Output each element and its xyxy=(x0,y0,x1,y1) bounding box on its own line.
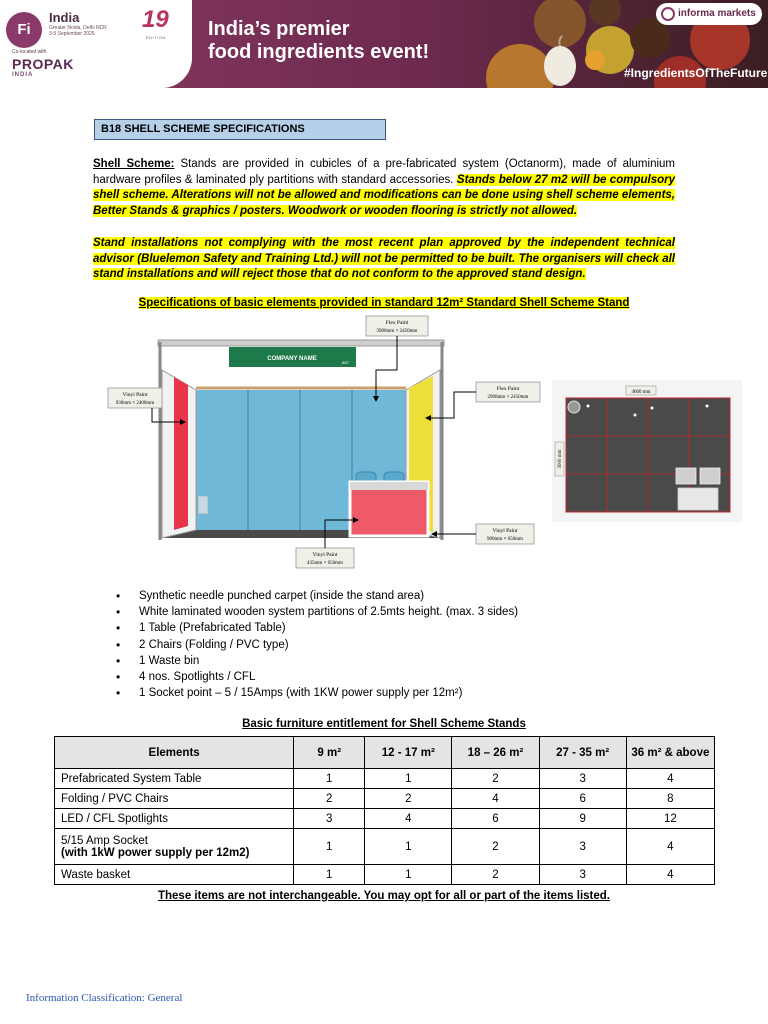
list-item: • 1 Waste bin xyxy=(116,653,518,669)
fascia-stand-number: A57 xyxy=(341,360,349,365)
plan-spotlight xyxy=(651,407,654,410)
table-header: 36 m² & above xyxy=(626,737,714,769)
svg-text:Vinyl Paint: Vinyl Paint xyxy=(312,552,338,558)
table-cell: 3 xyxy=(539,769,626,789)
table-row xyxy=(55,809,715,829)
table-row xyxy=(55,769,715,789)
interchangeable-note: These items are not interchangeable. You may opt for all or part of the items listed. xyxy=(157,890,610,902)
list-item: • 2 Chairs (Folding / PVC type) xyxy=(116,637,518,653)
event-name: India xyxy=(49,10,80,25)
table-cell: 6 xyxy=(452,809,539,829)
table-cell: 8 xyxy=(626,789,714,809)
informa-logo xyxy=(656,3,762,25)
event-banner xyxy=(0,0,768,88)
shell-scheme-label: Shell Scheme: xyxy=(93,158,175,170)
compliance-text: Stand installations not complying with the most recent plan approved by the independent technical advisor (Bluelemon Safety and Training Ltd.) will not be permitted to be built. The organisers will check all stand installations and will reject those that do not conform to the approved stand design. xyxy=(93,237,675,281)
shell-scheme-highlight: Stands below 27 m2 will be compulsory shell scheme. Alterations will not be allowed and modifications can be done using shell scheme elements, Better Stands & graphics / posters. Woodwork or wooden flooring is strictly not allowed. xyxy=(93,173,675,217)
banner-headline xyxy=(208,18,488,64)
row-label-sub: (with 1kW power supply per 12m2) xyxy=(61,846,250,859)
stand-waste-bin xyxy=(198,496,208,514)
table-cell: 9 xyxy=(539,809,626,829)
event-logo-panel xyxy=(0,0,192,88)
propak-logo: PROPAK xyxy=(12,56,74,72)
table-cell: 1 xyxy=(294,865,365,885)
table-cell: 1 xyxy=(294,769,365,789)
plan-chair xyxy=(700,468,720,484)
compliance-paragraph xyxy=(93,236,675,283)
event-dates: 3-5 September 2025 xyxy=(49,31,95,37)
table-cell: 3 xyxy=(539,829,626,865)
plan-spotlight xyxy=(706,405,709,408)
svg-text:930mm × 2400mm: 930mm × 2400mm xyxy=(115,401,155,406)
table-header: 27 - 35 m² xyxy=(539,737,626,769)
fascia-company-name: COMPANY NAME xyxy=(267,356,317,362)
svg-text:Flex Paint: Flex Paint xyxy=(385,320,409,326)
stand-counter xyxy=(350,482,428,536)
plan-chair xyxy=(676,468,696,484)
table-cell: 2 xyxy=(452,769,539,789)
table-cell: 6 xyxy=(539,789,626,809)
row-label-main: 5/15 Amp Socket xyxy=(61,834,148,847)
table-row xyxy=(55,829,715,865)
shell-stand-illustration xyxy=(78,314,552,570)
table-header-row xyxy=(55,737,715,769)
informa-logo-text: informa markets xyxy=(678,8,756,19)
table-cell: 12 xyxy=(626,809,714,829)
shell-scheme-paragraph xyxy=(93,157,675,219)
stand-floor-plan xyxy=(552,380,742,522)
shell-scheme-text: Stands are provided in cubicles of a pre-fabricated system (Octanorm), made of aluminium hardware profiles & laminated ply partitions with standard accessories. xyxy=(93,158,675,186)
spec-title-text: Specifications of basic elements provided in standard 12m² Standard Shell Scheme Stand xyxy=(138,297,630,309)
plan-spotlight xyxy=(634,414,637,417)
table-cell: 1 xyxy=(365,769,452,789)
svg-text:900mm × 650mm: 900mm × 650mm xyxy=(487,537,523,542)
furniture-table-title: Basic furniture entitlement for Shell Scheme Stands xyxy=(242,718,526,730)
row-label xyxy=(55,829,294,865)
list-item: • 1 Socket point – 5 / 15Amps (with 1KW power supply per 12m²) xyxy=(116,685,518,701)
table-cell: 1 xyxy=(365,865,452,885)
fi-logo-icon: Fi xyxy=(6,12,42,48)
table-row xyxy=(55,865,715,885)
svg-text:435mm × 650mm: 435mm × 650mm xyxy=(307,561,343,566)
edition-number: 19 xyxy=(142,6,169,33)
headline-line-1: India’s premier xyxy=(208,18,350,40)
table-cell: 4 xyxy=(626,829,714,865)
plan-waste-bin xyxy=(568,401,580,413)
table-cell: 4 xyxy=(626,865,714,885)
table-cell: 3 xyxy=(539,865,626,885)
plan-spotlight xyxy=(587,405,590,408)
row-label: Prefabricated System Table xyxy=(55,769,294,789)
row-label: Folding / PVC Chairs xyxy=(55,789,294,809)
table-header: Elements xyxy=(55,737,294,769)
headline-line-2: food ingredients event! xyxy=(208,41,430,63)
table-cell: 2 xyxy=(452,865,539,885)
table-header: 18 – 26 m² xyxy=(452,737,539,769)
edition-label: EDITION xyxy=(146,35,166,40)
plan-width-label: 4000 mm xyxy=(631,390,651,395)
event-venue: Greater Noida, Delhi NCR xyxy=(49,25,107,31)
table-cell: 4 xyxy=(452,789,539,809)
table-cell: 3 xyxy=(294,809,365,829)
list-item: • White laminated wooden system partitions of 2.5mts height. (max. 3 sides) xyxy=(116,604,518,620)
table-header: 12 - 17 m² xyxy=(365,737,452,769)
table-cell: 2 xyxy=(452,829,539,865)
basic-elements-list xyxy=(116,588,518,701)
row-label: LED / CFL Spotlights xyxy=(55,809,294,829)
table-cell: 4 xyxy=(626,769,714,789)
section-title: B18 SHELL SCHEME SPECIFICATIONS xyxy=(94,119,386,140)
propak-logo-sub: INDIA xyxy=(12,72,34,78)
table-row xyxy=(55,789,715,809)
colocated-label: Co-located with xyxy=(12,49,47,55)
table-cell: 2 xyxy=(294,789,365,809)
plan-depth-label: 3000 mm xyxy=(558,449,563,469)
row-label: Waste basket xyxy=(55,865,294,885)
table-cell: 1 xyxy=(294,829,365,865)
informa-logo-icon xyxy=(661,7,675,21)
spec-title xyxy=(0,297,768,309)
list-item: • Synthetic needle punched carpet (inside the stand area) xyxy=(116,588,518,604)
plan-table xyxy=(678,488,718,510)
list-item: • 1 Table (Prefabricated Table) xyxy=(116,620,518,636)
table-cell: 1 xyxy=(365,829,452,865)
information-classification: Information Classification: General xyxy=(26,992,183,1004)
svg-text:2900mm × 2450mm: 2900mm × 2450mm xyxy=(487,395,529,400)
table-cell: 4 xyxy=(365,809,452,829)
furniture-entitlement-table xyxy=(54,736,715,885)
svg-text:3900mm × 2450mm: 3900mm × 2450mm xyxy=(376,329,418,334)
list-item: • 4 nos. Spotlights / CFL xyxy=(116,669,518,685)
svg-text:Vinyl Paint: Vinyl Paint xyxy=(492,528,518,534)
table-header: 9 m² xyxy=(294,737,365,769)
svg-text:Flex Paint: Flex Paint xyxy=(496,386,520,392)
table-cell: 2 xyxy=(365,789,452,809)
svg-text:Vinyl Paint: Vinyl Paint xyxy=(122,392,148,398)
banner-hashtag: #IngredientsOfTheFuture xyxy=(624,66,768,80)
